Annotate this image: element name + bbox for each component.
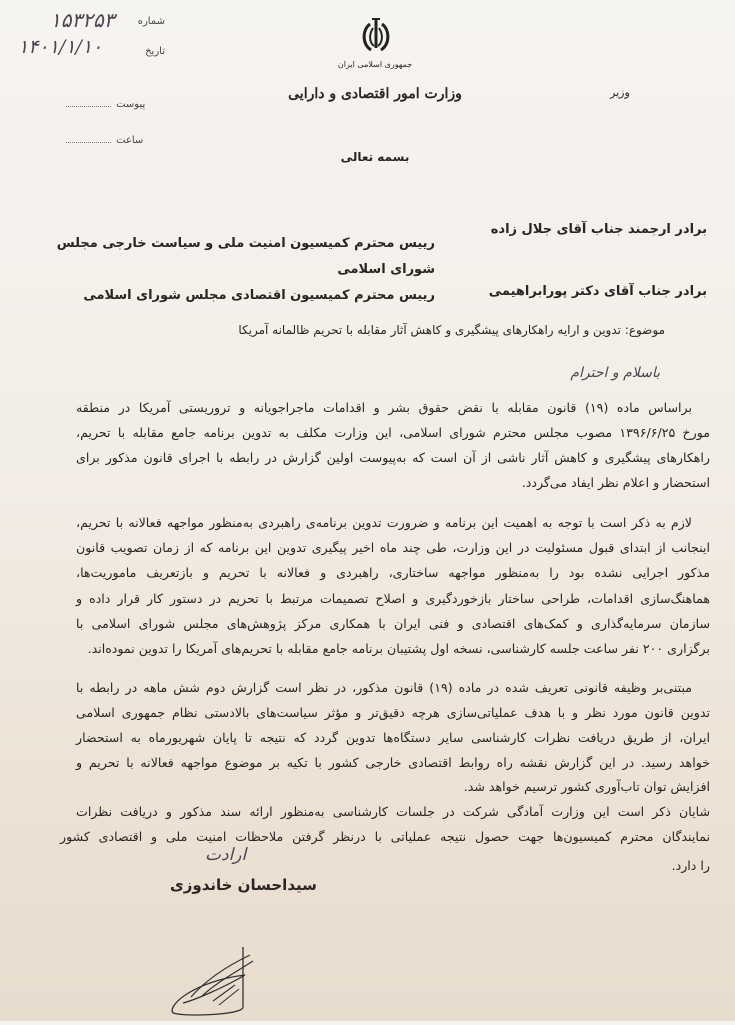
time-label: ساعت: [116, 135, 144, 146]
body-line: لازم به ذکر است با توجه به اهمیت این برنامه و ضرورت تدوین برنامه‌ی راهبردی به‌منظور مواجهه فعالانه با تحریم،: [76, 515, 692, 530]
subject-line: موضوع: تدوین و ارایه راهکارهای پیشگیری و کاهش آثار مقابله با تحریم ظالمانه آمریکا: [238, 323, 665, 337]
body-line: خواهد رسید. در این گزارش نقشه راه روابط اقتصادی خارجی کشور با تکیه بر موضوع مواجهه فعالانه با تحریم و: [76, 755, 710, 770]
letter-date-label: تاریخ: [145, 46, 165, 57]
greeting: باسلام و احترام: [570, 365, 660, 381]
body-line: براساس ماده (۱۹) قانون مقابله با نقض حقوق بشر و اقدامات ماجراجویانه و تروریستی آمریکا در منطقه: [76, 400, 692, 415]
letter-date: [18, 36, 165, 62]
body-line: اینجانب از ابتدای قبول مسئولیت در این وزارت، طی چند ماه اخیر پیگیری تدوین این برنامه که از زمان تصویب قانون: [76, 540, 710, 555]
recipient-2-name: برادر جناب آقای دکتر پورابراهیمی: [488, 284, 707, 299]
ministry-name: وزارت امور اقتصادی و دارایی: [288, 86, 462, 102]
body-line: راهکارهای پیشگیری و کاهش آثار ناشی از آن است که به‌پیوست اولین گزارش در رابطه با اجرای قانون مذکور برای: [76, 450, 710, 465]
body-line: افزایش توان تاب‌آوری کشور ترسیم خواهد شد.: [463, 779, 710, 794]
attachment-label: پیوست: [116, 99, 146, 110]
body-line: شایان ذکر است این وزارت آمادگی شرکت در جلسات کارشناسی به‌منظور ارائه سند مذکور و دریافت نظرات: [76, 804, 710, 819]
body-line: ایران، از طریق دریافت نظرات کارشناسی سایر دستگاه‌ها تدوین گردد که نتیجه تا پایان شهریورماه به استحضار: [76, 730, 710, 745]
recipient-1-title-cont: شورای اسلامی: [337, 262, 435, 277]
body-line: مورخ ۱۳۹۶/۶/۲۵ مصوب مجلس محترم شورای اسلامی، این وزارت مکلف به تدوین برنامه جامع مقابله با تحریم،: [76, 425, 710, 440]
letter-attachment: [66, 92, 166, 111]
closing: ارادت: [205, 845, 247, 865]
body-line: هماهنگ‌سازی اقدامات، طراحی ساختار بازخوردگیری و اصلاح تصمیمات مرتبط با تحریم در دستور کار قرار داده و: [76, 591, 710, 606]
time-dotted-line: [66, 134, 111, 143]
signature: [165, 945, 255, 1021]
letter-time: [66, 128, 166, 147]
letter-number: [40, 8, 165, 32]
letter-number-label: شماره: [137, 16, 165, 27]
recipient-2-title: رییس محترم کمیسیون اقتصادی مجلس شورای اسلامی: [83, 288, 435, 303]
iran-emblem-icon: [358, 16, 394, 56]
signatory-name: سیداحسان خاندوزی: [170, 876, 317, 894]
body-line: استحضار و اعلام نظر ایفاد می‌گردد.: [521, 475, 710, 490]
minister-label: وزیر: [610, 86, 630, 99]
letter-date-value: ۱۴۰۱/۱/۱۰: [18, 36, 103, 58]
recipient-1-title: رییس محترم کمیسیون امنیت ملی و سیاست خارجی مجلس: [56, 236, 435, 251]
body-line: مذکور اجرایی نشده بود را به‌منظور مواجهه ساختاری، راهبردی و فعالانه با تحریم و بازتعریف ماموریت‌ها،: [76, 565, 710, 580]
body-line: نمایندگان محترم کمیسیون‌ها جهت حصول نتیجه عملیاتی با درنظر گرفتن ملاحظات امنیت ملی و اقتصادی کشور: [60, 829, 710, 844]
body-line: سازمان سرمایه‌گذاری و کمک‌های اقتصادی و فنی ایران با همکاری مرکز پژوهش‌های مجلس شورای اسلامی با: [76, 616, 710, 631]
recipient-1-name: برادر ارجمند جناب آقای جلال زاده: [490, 222, 707, 237]
body-line: برگزاری ۲۰۰ نفر ساعت جلسه کارشناسی، نسخه اول پشتیبان برنامه جامع مقابله با تحریم‌های آمریکا را تدوین نموده‌اند.: [87, 641, 710, 656]
letter-number-value: ۱۵۳۲۵۳: [50, 8, 115, 32]
attachment-dotted-line: [66, 98, 111, 107]
body-line: مبتنی‌بر وظیفه قانونی تعریف شده در ماده (۱۹) قانون مذکور، در نظر است گزارش دوم شش ماهه در رابطه با: [76, 680, 692, 695]
invocation: بسمه تعالی: [340, 150, 410, 164]
country-name: جمهوری اسلامی ایران: [337, 60, 413, 69]
body-line: را دارد.: [671, 858, 710, 873]
body-line: تدوین قانون مورد نظر و با هدف عملیاتی‌سازی هرچه دقیق‌تر و مؤثر سیاست‌های بالادستی نظام جمهوری اسلامی: [76, 705, 710, 720]
